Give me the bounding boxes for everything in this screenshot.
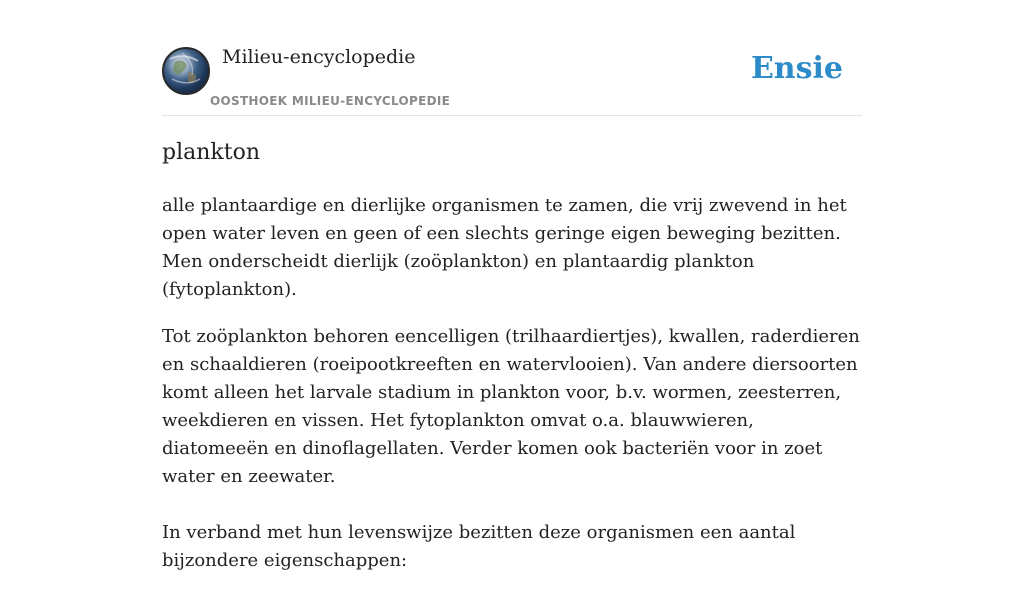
brand-logo[interactable]: Ensie [750,51,843,86]
site-name[interactable]: Milieu-encyclopedie [222,46,416,68]
article-title: plankton [162,140,260,165]
site-subtitle[interactable]: OOSTHOEK MILIEU-ENCYCLOPEDIE [210,94,451,108]
article-paragraph: alle plantaardige en dierlijke organismen te zamen, die vrij zwevend in het open water leven en geen of een slechts geringe eigen beweging bezitten. Men onderscheidt dierlijk (zoöplankton) en plantaardig plankton (fytoplankton). [162,195,847,300]
site-header [162,0,862,116]
article-paragraph: In verband met hun levenswijze bezitten deze organismen een aantal bijzondere eigenschappen: [162,522,796,571]
page [162,0,862,571]
article-body [162,192,862,594]
earth-globe-icon[interactable] [162,47,210,95]
article-paragraph: Tot zoöplankton behoren eencelligen (trilhaardiertjes), kwallen, raderdieren en schaaldieren (roeipootkreeften en watervlooien). Van andere diersoorten komt alleen het larvale stadium in plankton voor, b.v. wormen, zeesterren, weekdieren en vissen. Het fytoplankton omvat o.a. blauwwieren, diatomeeën en dinoflagellaten. Verder komen ook bacteriën voor in zoet water en zeewater. [162,326,860,487]
